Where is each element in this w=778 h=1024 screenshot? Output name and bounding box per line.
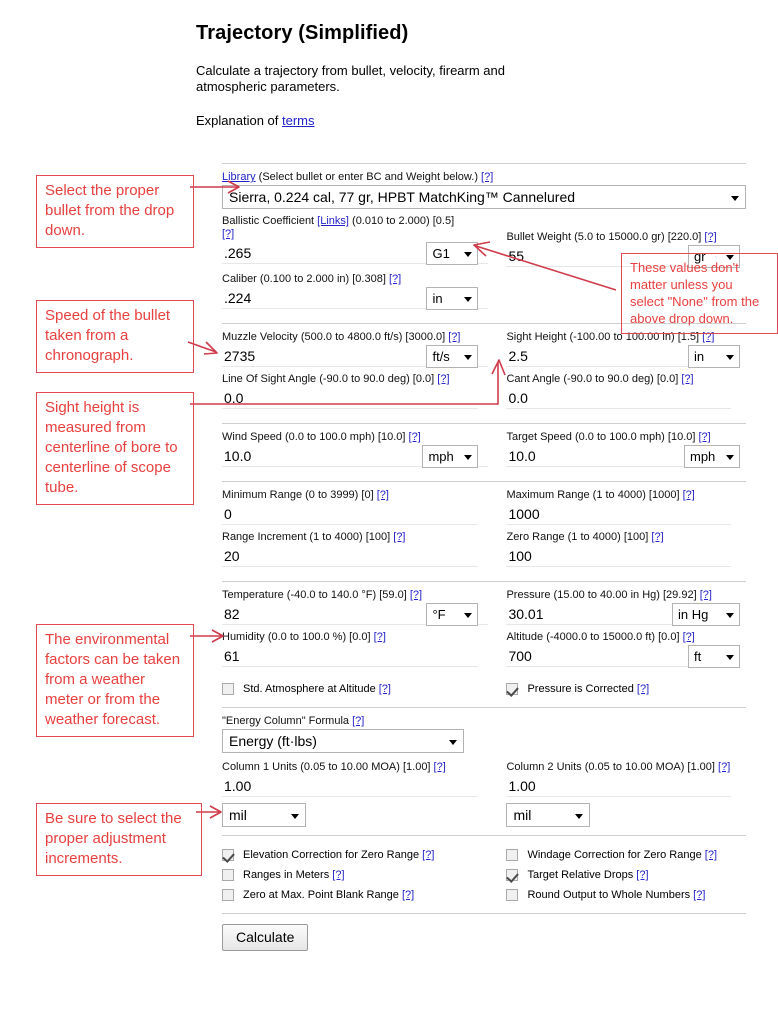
muzzle-help-icon[interactable]: [?] (448, 331, 461, 343)
altitude-label-text: Altitude (-4000.0 to 15000.0 ft) [0.0] (506, 631, 683, 643)
caliber-field-group (222, 273, 494, 315)
column1-label-text: Column 1 Units (0.05 to 10.00 MOA) [1.00] (222, 761, 434, 773)
cant-help-icon[interactable]: [?] (681, 373, 694, 385)
column2-label-text: Column 2 Units (0.05 to 10.00 MOA) [1.00] (506, 761, 719, 773)
max-range-field-row (506, 503, 740, 527)
sight-height-help-icon[interactable]: [?] (702, 331, 715, 343)
chevron-down-icon (464, 355, 472, 360)
pressure-corrected-checkbox-row[interactable] (506, 679, 740, 699)
target-relative-drops-row[interactable] (506, 865, 740, 885)
explanation-prefix: Explanation of (196, 113, 283, 128)
column2-help-icon[interactable]: [?] (718, 761, 731, 773)
library-label-text: (Select bullet or enter BC and Weight below.) (255, 171, 482, 183)
wind-target-row (222, 431, 746, 473)
target-speed-unit-value: mph (689, 449, 716, 464)
column1-group (222, 761, 494, 827)
windage-correction-label: Windage Correction for Zero Range [?] (527, 849, 718, 861)
range-increment-label (222, 531, 488, 545)
caliber-unit-value: in (432, 291, 443, 306)
min-range-field-group (222, 489, 494, 531)
zero-range-field-group (494, 531, 746, 573)
los-label (222, 373, 488, 387)
pressure-unit-select[interactable] (672, 603, 740, 626)
muzzle-field-row (222, 345, 488, 369)
wind-field-group (222, 431, 494, 473)
std-atmosphere-checkbox-row[interactable] (222, 679, 488, 699)
chevron-down-icon (464, 252, 472, 257)
weight-unit-value: gr (693, 249, 706, 264)
altitude-help-icon[interactable]: [?] (682, 631, 695, 643)
round-output-help-icon[interactable]: [?] (693, 889, 706, 901)
wind-speed-label (222, 431, 488, 445)
caliber-help-icon[interactable]: [?] (388, 273, 402, 285)
humidity-label (222, 631, 488, 645)
los-field-group (222, 373, 494, 415)
annotation-adjustment-increments: Be sure to select the proper adjustment increments. (36, 803, 202, 876)
round-output-row[interactable] (506, 885, 740, 905)
caliber-label (222, 273, 488, 287)
column2-units-input[interactable] (506, 775, 730, 797)
column2-group (494, 761, 746, 827)
sight-height-field-group (494, 331, 746, 373)
ranges-in-meters-label: Ranges in Meters [?] (243, 869, 345, 881)
altitude-field-row (506, 645, 740, 669)
bc-unit-value: G1 (432, 246, 450, 261)
temperature-unit-value: °F (432, 607, 446, 622)
bc-label (222, 215, 488, 242)
bc-label-a: Ballistic Coefficient (222, 215, 318, 227)
elevation-correction-help-icon[interactable]: [?] (422, 849, 435, 861)
pressure-label-text: Pressure (15.00 to 40.00 in Hg) [29.92] (506, 589, 700, 601)
caliber-unit-select[interactable] (426, 287, 478, 310)
humidity-field-row (222, 645, 488, 669)
elevation-correction-row[interactable] (222, 845, 488, 865)
pressure-corrected-group (494, 679, 746, 699)
energy-formula-select[interactable] (222, 729, 464, 753)
min-range-label-text: Minimum Range (0 to 3999) [0] (222, 489, 377, 501)
column1-units-input[interactable] (222, 775, 478, 797)
muzzle-unit-select[interactable] (426, 345, 478, 368)
temperature-field-row (222, 603, 488, 627)
range-increment-field-group (222, 531, 494, 573)
elevation-correction-checkbox[interactable] (222, 849, 234, 861)
cant-field-group (494, 373, 746, 415)
temp-pressure-row (222, 589, 746, 631)
wind-speed-help-icon[interactable]: [?] (408, 431, 421, 443)
weight-label (506, 231, 740, 245)
column1-label (222, 761, 488, 775)
target-speed-label-text: Target Speed (0.0 to 100.0 mph) [10.0] (506, 431, 699, 443)
range-increment-input[interactable] (222, 545, 478, 567)
chevron-down-icon (449, 740, 457, 745)
sight-height-field-row (506, 345, 740, 369)
los-field-row (222, 387, 488, 411)
muzzle-unit-value: ft/s (432, 349, 450, 364)
muzzle-label-text: Muzzle Velocity (500.0 to 4800.0 ft/s) [3000.0] (222, 331, 449, 343)
annotation-select-bullet: Select the proper bullet from the drop down. (36, 175, 194, 248)
target-speed-field-group (494, 431, 746, 473)
calculate-button[interactable]: Calculate (222, 924, 308, 951)
max-range-help-icon[interactable]: [?] (682, 489, 695, 501)
chevron-down-icon (575, 814, 583, 819)
chevron-down-icon (464, 297, 472, 302)
muzzle-sight-row (222, 331, 746, 373)
page-header (196, 22, 756, 128)
std-atmosphere-checkbox[interactable] (222, 683, 234, 695)
humidity-help-icon[interactable]: [?] (373, 631, 386, 643)
sight-height-unit-value: in (693, 349, 705, 364)
max-range-label (506, 489, 740, 503)
page-subtitle: Calculate a trajectory from bullet, velocity, firearm and atmospheric parameters. (196, 63, 505, 94)
target-speed-field-row (506, 445, 740, 469)
library-link[interactable]: Library (222, 171, 256, 183)
actions-bar (222, 914, 746, 951)
bc-field-group (222, 215, 494, 273)
page-title: Trajectory (Simplified) (196, 22, 409, 44)
pressure-corrected-checkbox[interactable] (506, 683, 518, 695)
target-relative-drops-help-icon[interactable]: [?] (636, 869, 649, 881)
target-speed-unit-select[interactable] (684, 445, 740, 468)
cant-field-row (506, 387, 740, 411)
zero-range-field-row (506, 545, 740, 569)
humidity-label-text: Humidity (0.0 to 100.0 %) [0.0] (222, 631, 374, 643)
pressure-corrected-label: Pressure is Corrected [?] (527, 683, 650, 695)
section-options (222, 836, 746, 913)
annotation-muzzle-velocity: Speed of the bullet taken from a chronograph. (36, 300, 194, 373)
terms-link[interactable]: terms (282, 113, 315, 128)
target-speed-label (506, 431, 740, 445)
elevation-correction-group (222, 845, 494, 865)
section-atmosphere (222, 582, 746, 707)
target-relative-drops-checkbox[interactable] (506, 869, 518, 881)
column2-unit-select[interactable] (506, 803, 590, 827)
chevron-down-icon (464, 455, 472, 460)
altitude-unit-select[interactable] (688, 645, 740, 668)
chevron-down-icon (726, 613, 734, 618)
pressure-field-row (506, 603, 740, 627)
maximum-range-input[interactable] (506, 503, 730, 525)
zero-at-point-blank-range-checkbox[interactable] (222, 889, 234, 901)
los-help-icon[interactable]: [?] (437, 373, 450, 385)
humidity-field-group (222, 631, 494, 673)
options-row-1 (222, 845, 746, 865)
caliber-field-row (222, 287, 488, 311)
options-row-2 (222, 865, 746, 885)
altitude-label (506, 631, 740, 645)
section-columns (222, 708, 746, 835)
atmosphere-checkbox-row (222, 673, 746, 699)
min-range-label (222, 489, 488, 503)
ranges-in-meters-help-icon[interactable]: [?] (332, 869, 345, 881)
section-ranges (222, 482, 746, 581)
ranges-meters-group (222, 865, 494, 885)
annotation-values-dont-matter: These values don't matter unless you select "None" from the above drop down. (621, 253, 778, 334)
column2-label (506, 761, 740, 775)
altitude-unit-value: ft (693, 649, 702, 664)
std-atmosphere-group (222, 679, 494, 699)
bc-drag-select[interactable] (426, 242, 478, 265)
zero-range-help-icon[interactable]: [?] (651, 531, 664, 543)
column1-unit-select[interactable] (222, 803, 306, 827)
windage-correction-checkbox[interactable] (506, 849, 518, 861)
windage-correction-help-icon[interactable]: [?] (704, 849, 718, 861)
ranges-in-meters-row[interactable] (222, 865, 488, 885)
chevron-down-icon (291, 814, 299, 819)
explanation-line (196, 113, 756, 128)
annotation-sight-height: Sight height is measured from centerline of bore to centerline of scope tube. (36, 392, 194, 505)
energy-formula-label-text: "Energy Column" Formula (222, 715, 353, 727)
weight-label-text: Bullet Weight (5.0 to 15000.0 gr) [220.0] (506, 231, 705, 243)
temperature-help-icon[interactable]: [?] (409, 589, 423, 601)
elevation-correction-label: Elevation Correction for Zero Range [?] (243, 849, 435, 861)
bc-help-icon[interactable]: [?] (222, 228, 235, 240)
range-increment-help-icon[interactable]: [?] (393, 531, 406, 543)
line-of-sight-angle-input[interactable] (222, 387, 478, 409)
library-select[interactable] (222, 185, 746, 209)
caliber-label-text: Caliber (0.100 to 2.000 in) [0.308] (222, 273, 389, 285)
min-range-field-row (222, 503, 488, 527)
target-relative-drops-label: Target Relative Drops [?] (527, 869, 649, 881)
pbr-group (222, 885, 494, 905)
zero-at-point-blank-range-help-icon[interactable]: [?] (401, 889, 415, 901)
temperature-label-text: Temperature (-40.0 to 140.0 °F) [59.0] (222, 589, 410, 601)
cant-angle-input[interactable] (506, 387, 730, 409)
zero-at-point-blank-range-label: Zero at Max. Point Blank Range [?] (243, 889, 415, 901)
temperature-field-group (222, 589, 494, 631)
muzzle-field-group (222, 331, 494, 373)
zero-range-label-text: Zero Range (1 to 4000) [100] (506, 531, 652, 543)
column2-field-row (506, 775, 740, 799)
zero-at-pbr-row[interactable] (222, 885, 488, 905)
temperature-unit-select[interactable] (426, 603, 478, 626)
column1-unit-value: mil (229, 807, 247, 823)
library-help-icon[interactable]: [?] (481, 171, 494, 183)
column1-field-row (222, 775, 488, 799)
std-atmosphere-help-icon[interactable]: [?] (378, 683, 391, 695)
zero-range-input[interactable] (506, 545, 730, 567)
range-increment-field-row (222, 545, 488, 569)
windage-correction-row[interactable] (506, 845, 740, 865)
chevron-down-icon (464, 613, 472, 618)
pressure-help-icon[interactable]: [?] (699, 589, 712, 601)
round-output-checkbox[interactable] (506, 889, 518, 901)
max-range-field-group (494, 489, 746, 531)
humidity-input[interactable] (222, 645, 478, 667)
pressure-unit-value: in Hg (677, 607, 709, 622)
weight-help-icon[interactable]: [?] (704, 231, 717, 243)
windage-correction-group (494, 845, 746, 865)
bc-links-link[interactable]: [Links] (317, 215, 349, 227)
target-drops-group (494, 865, 746, 885)
zero-range-label (506, 531, 740, 545)
bc-field-row (222, 242, 488, 266)
column1-help-icon[interactable]: [?] (433, 761, 446, 773)
increment-zero-row (222, 531, 746, 573)
altitude-field-group (494, 631, 746, 673)
los-cant-row (222, 373, 746, 415)
wind-speed-unit-select[interactable] (422, 445, 478, 468)
column-units-row (222, 761, 746, 827)
max-range-label-text: Maximum Range (1 to 4000) [1000] (506, 489, 683, 501)
energy-formula-help-icon[interactable]: [?] (352, 715, 365, 727)
round-output-group (494, 885, 746, 905)
chevron-down-icon (726, 655, 734, 660)
humidity-altitude-row (222, 631, 746, 673)
energy-formula-value: Energy (ft·lbs) (229, 733, 317, 749)
min-range-help-icon[interactable]: [?] (376, 489, 389, 501)
min-max-range-row (222, 489, 746, 531)
cant-label-text: Cant Angle (-90.0 to 90.0 deg) [0.0] (506, 373, 682, 385)
section-speeds (222, 424, 746, 481)
chevron-down-icon (726, 455, 734, 460)
pressure-field-group (494, 589, 746, 631)
chevron-down-icon (726, 355, 734, 360)
arrow-to-atmosphere (190, 630, 223, 642)
target-speed-help-icon[interactable]: [?] (698, 431, 711, 443)
range-increment-label-text: Range Increment (1 to 4000) [100] (222, 531, 394, 543)
library-selected-value: Sierra, 0.224 cal, 77 gr, HPBT MatchKing™ Cannelured (229, 189, 576, 205)
round-output-label: Round Output to Whole Numbers [?] (527, 889, 706, 901)
sight-height-unit-select[interactable] (688, 345, 740, 368)
ranges-in-meters-checkbox[interactable] (222, 869, 234, 881)
temperature-label (222, 589, 488, 603)
wind-field-row (222, 445, 488, 469)
std-atmosphere-label: Std. Atmosphere at Altitude [?] (243, 683, 391, 695)
minimum-range-input[interactable] (222, 503, 478, 525)
muzzle-label (222, 331, 488, 345)
wind-speed-unit-value: mph (428, 449, 454, 464)
library-label (222, 171, 746, 185)
bc-label-b: (0.010 to 2.000) [0.5] (348, 215, 455, 227)
cant-label (506, 373, 740, 387)
options-row-3 (222, 885, 746, 905)
annotation-environment: The environmental factors can be taken from a weather meter or from the weather forecast. (36, 624, 194, 737)
pressure-corrected-help-icon[interactable]: [?] (636, 683, 650, 695)
column2-unit-value: mil (513, 807, 532, 823)
pressure-label (506, 589, 740, 603)
los-label-text: Line Of Sight Angle (-90.0 to 90.0 deg) [0.0] (222, 373, 438, 385)
chevron-down-icon (731, 196, 739, 201)
section-velocity (222, 324, 746, 423)
energy-formula-label (222, 715, 746, 729)
sight-height-label-text: Sight Height (-100.00 to 100.00 in) [1.5] (506, 331, 703, 343)
wind-speed-label-text: Wind Speed (0.0 to 100.0 mph) [10.0] (222, 431, 409, 443)
